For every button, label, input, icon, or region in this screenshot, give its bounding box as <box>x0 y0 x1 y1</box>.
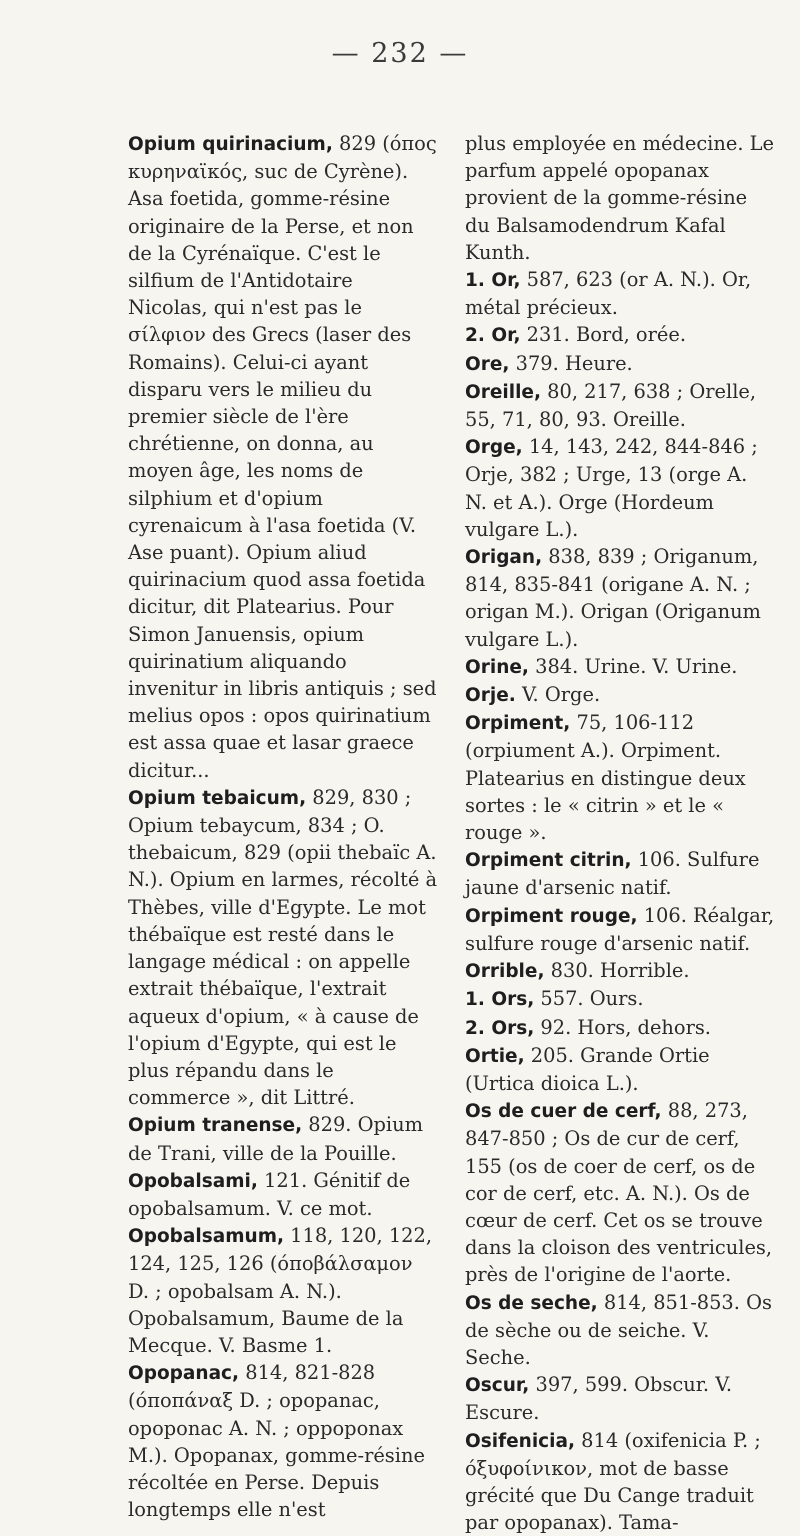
glossary-entry <box>465 350 775 378</box>
entry-definition: 829 (όπος κυρηναϊκός, suc de Cyrène). Asa foetida, gomme-résine originaire de la Perse, et non de la Cyrénaïque. C'est le silfium de l'Antidotaire Nicolas, qui n'est pas le σίλφιον des Grecs (laser des Romains). Celui-ci ayant disparu vers le milieu du premier siècle de l'ère chrétienne, on donna, au moyen âge, les noms de silphium et d'opium cyrenaicum à l'asa foetida (V. Ase puant). Opium aliud quirinacium quod assa foetida dicitur, dit Platearius. Pour Simon Januensis, opium quirinatium aliquando invenitur in libris antiquis ; sed melius opos : opos quirinatium est assa quae et lasar graece dicitur... <box>128 132 437 782</box>
entry-definition: 557. Ours. <box>534 987 644 1011</box>
entry-headword: Opobalsami, <box>128 1170 258 1192</box>
entry-definition: V. Orge. <box>515 683 601 707</box>
entry-headword: Oreille, <box>465 381 541 403</box>
entry-definition: 379. Heure. <box>509 351 633 375</box>
entry-headword: Os de seche, <box>465 1292 598 1314</box>
entry-definition: plus employée en médecine. Le parfum appelé opopanax provient de la gomme-résine du Balsamodendrum Kafal Kunth. <box>465 132 775 264</box>
entry-headword: Opobalsamum, <box>128 1226 284 1248</box>
glossary-entry <box>465 1427 775 1536</box>
entry-definition: 814, 821-828 (όποπάναξ D. ; opopanac, opoponac A. N. ; oppoponax M.). Opopanax, gomme-résine récoltée en Perse. Depuis longtemps elle n'est <box>128 1361 425 1522</box>
entry-headword: Orje. <box>465 685 516 707</box>
entry-definition: 121. Génitif de opobalsamum. V. ce mot. <box>128 1168 411 1220</box>
glossary-entry <box>128 130 438 784</box>
entry-definition: 80, 217, 638 ; Orelle, 55, 71, 80, 93. Oreille. <box>465 379 757 432</box>
glossary-entry <box>465 433 775 543</box>
glossary-entry <box>465 985 775 1013</box>
entry-headword: Ortie, <box>465 1045 525 1067</box>
page-number: — 232 — <box>331 38 469 69</box>
entry-headword: Opopanac, <box>128 1363 240 1385</box>
glossary-entry <box>465 681 775 709</box>
glossary-entry <box>128 1222 438 1359</box>
entry-headword: Osifenicia, <box>465 1430 576 1452</box>
entry-headword: 2. Or, <box>465 325 521 347</box>
glossary-entry <box>465 1289 775 1372</box>
entry-headword: Opium quirinacium, <box>128 134 333 155</box>
entry-definition: 814, 851-853. Os de sèche ou de seiche. V. Seche. <box>465 1290 772 1369</box>
entry-headword: Orpiment, <box>465 713 571 735</box>
entry-headword: Orrible, <box>465 961 545 983</box>
glossary-entry <box>465 378 775 433</box>
entry-headword: Orine, <box>465 656 529 678</box>
glossary-entry <box>465 1097 775 1288</box>
glossary-entry <box>465 902 775 957</box>
glossary-entry <box>465 1014 775 1042</box>
entry-headword: Orpiment rouge, <box>465 905 638 927</box>
glossary-entry <box>465 1042 775 1097</box>
glossary-entry <box>465 321 775 349</box>
entry-headword: Orge, <box>465 437 523 459</box>
entry-definition: 75, 106-112 (orpiument A.). Orpiment. Platearius en distingue deux sortes : le « citrin » et le « rouge ». <box>465 711 746 845</box>
entry-headword: 2. Ors, <box>465 1017 535 1039</box>
glossary-entry <box>465 653 775 681</box>
entry-definition: 14, 143, 242, 844-846 ; Orje, 382 ; Urge, 13 (orge A. N. et A.). Orge (Hordeum vulgare L.). <box>465 435 758 541</box>
entry-definition: 397, 599. Obscur. V. Escure. <box>465 1373 733 1425</box>
entry-definition: 106. Réalgar, sulfure rouge d'arsenic natif. <box>465 903 775 955</box>
entry-headword: 1. Or, <box>465 270 521 292</box>
glossary-entry <box>465 1371 775 1426</box>
glossary-entry <box>128 784 438 1111</box>
glossary-entry <box>128 1359 438 1523</box>
right-column <box>465 130 775 1536</box>
entry-definition: 106. Sulfure jaune d'arsenic natif. <box>465 848 760 900</box>
glossary-entry <box>465 266 775 321</box>
entry-definition: 814 (oxifenicia P. ; όξυφοίνικον, mot de basse grécité que Du Cange traduit par opopanax). Tama- <box>465 1428 761 1535</box>
glossary-entry <box>128 1111 438 1166</box>
entry-headword: Oscur, <box>465 1375 530 1397</box>
glossary-entry <box>465 846 775 901</box>
left-column <box>128 130 438 1523</box>
entry-definition: 587, 623 (or A. N.). Or, métal précieux. <box>465 268 752 320</box>
entry-headword: Ore, <box>465 353 510 375</box>
entry-headword: Os de cuer de cerf, <box>465 1101 662 1123</box>
entry-definition: 384. Urine. V. Urine. <box>528 654 738 678</box>
entry-definition: 205. Grande Ortie (Urtica dioica L.). <box>465 1043 710 1095</box>
entry-headword: Origan, <box>465 547 543 569</box>
glossary-entry <box>465 957 775 985</box>
entry-definition: 830. Horrible. <box>544 959 690 983</box>
entry-definition: 118, 120, 122, 124, 125, 126 (όποβάλσαμον D. ; opobalsam A. N.). Opobalsamum, Baume de la Mecque. V. Basme 1. <box>128 1224 433 1357</box>
entry-headword: 1. Ors, <box>465 989 535 1011</box>
glossary-entry <box>465 543 775 653</box>
entry-definition: 829. Opium de Trani, ville de la Pouille. <box>128 1113 424 1165</box>
entry-headword: Opium tranense, <box>128 1115 303 1137</box>
entry-definition: 92. Hors, dehors. <box>534 1015 711 1039</box>
entry-headword: Orpiment citrin, <box>465 850 632 872</box>
entry-headword: Opium tebaicum, <box>128 787 307 809</box>
glossary-entry <box>465 709 775 846</box>
glossary-entry <box>128 1167 438 1222</box>
glossary-entry <box>465 130 775 266</box>
entry-definition: 88, 273, 847-850 ; Os de cur de cerf, 155 (os de coer de cerf, os de cor de cerf, etc. A. N.). Os de cœur de cerf. Cet os se trouve dans la cloison des ventricules, près de l'origine de l'aorte. <box>465 1099 773 1287</box>
entry-definition: 231. Bord, orée. <box>520 323 686 347</box>
entry-definition: 838, 839 ; Origanum, 814, 835-841 (origane A. N. ; origan M.). Origan (Origanum vulgare L.). <box>465 545 761 651</box>
entry-definition: 829, 830 ; Opium tebaycum, 834 ; O. thebaicum, 829 (opii thebaïc A. N.). Opium en larmes, récolté à Thèbes, ville d'Egypte. Le mot thébaïque est resté dans le langage médical : on appelle extrait thébaïque, l'extrait aqueux d'opium, « à cause de l'opium d'Egypte, qui est le plus répandu dans le commerce », dit Littré. <box>128 785 438 1110</box>
